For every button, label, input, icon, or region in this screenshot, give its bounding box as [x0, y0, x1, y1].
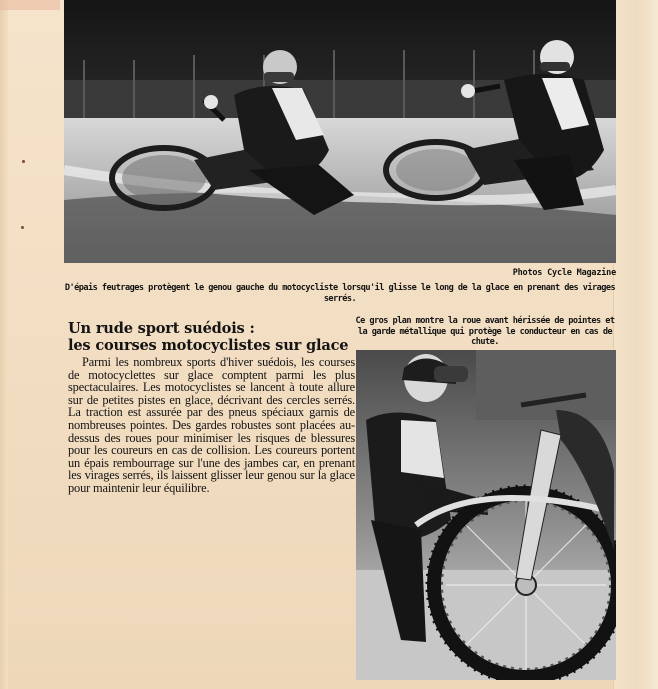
headline-line-2: les courses motocyclistes sur glace — [68, 337, 349, 354]
headline-line-1: Un rude sport suédois : — [68, 320, 255, 337]
paper-speck — [21, 226, 24, 229]
caption-top-photo: D'épais feutrages protègent le genou gauche du motocycliste lorsqu'il glisse le long de la glace en prenant des virages serrés. — [64, 283, 616, 304]
photo-ice-racers-illustration — [64, 0, 616, 263]
photo-credit: Photos Cycle Magazine — [512, 268, 616, 278]
page-left-edge — [0, 0, 8, 689]
caption-bottom-photo: Ce gros plan montre la roue avant hérissée de pointes et la garde métallique qui protège le conducteur en cas de chute. — [355, 316, 615, 347]
photo-spiked-wheel-illustration — [356, 350, 616, 680]
photo-ice-racers-cornering — [64, 0, 616, 263]
photo-spiked-wheel-closeup — [356, 350, 616, 680]
page-right-edge — [613, 0, 658, 689]
paper-speck — [22, 160, 25, 163]
article-body: Parmi les nombreux sports d'hiver suédois, les courses de motocyclettes sur glace comptent parmi les plus spectaculaires. Les motocyclistes se lancent à toute allure sur de petites pistes en glace, décrivant des cercles serrés. La traction est assurée par des pneus spéciaux garnis de nombreuses pointes. Des gardes robustes sont placées au-dessus des roues pour minimiser les risques de blessures pour les coureurs en cas de collision. Les coureurs portent un épais rembourrage sur l'une des jambes car, en prenant les virages serrés, ils laissent glisser leur genou sur la glace pour maintenir leur équilibre. — [68, 355, 355, 495]
article-headline — [68, 320, 352, 354]
corner-stain — [0, 0, 60, 10]
